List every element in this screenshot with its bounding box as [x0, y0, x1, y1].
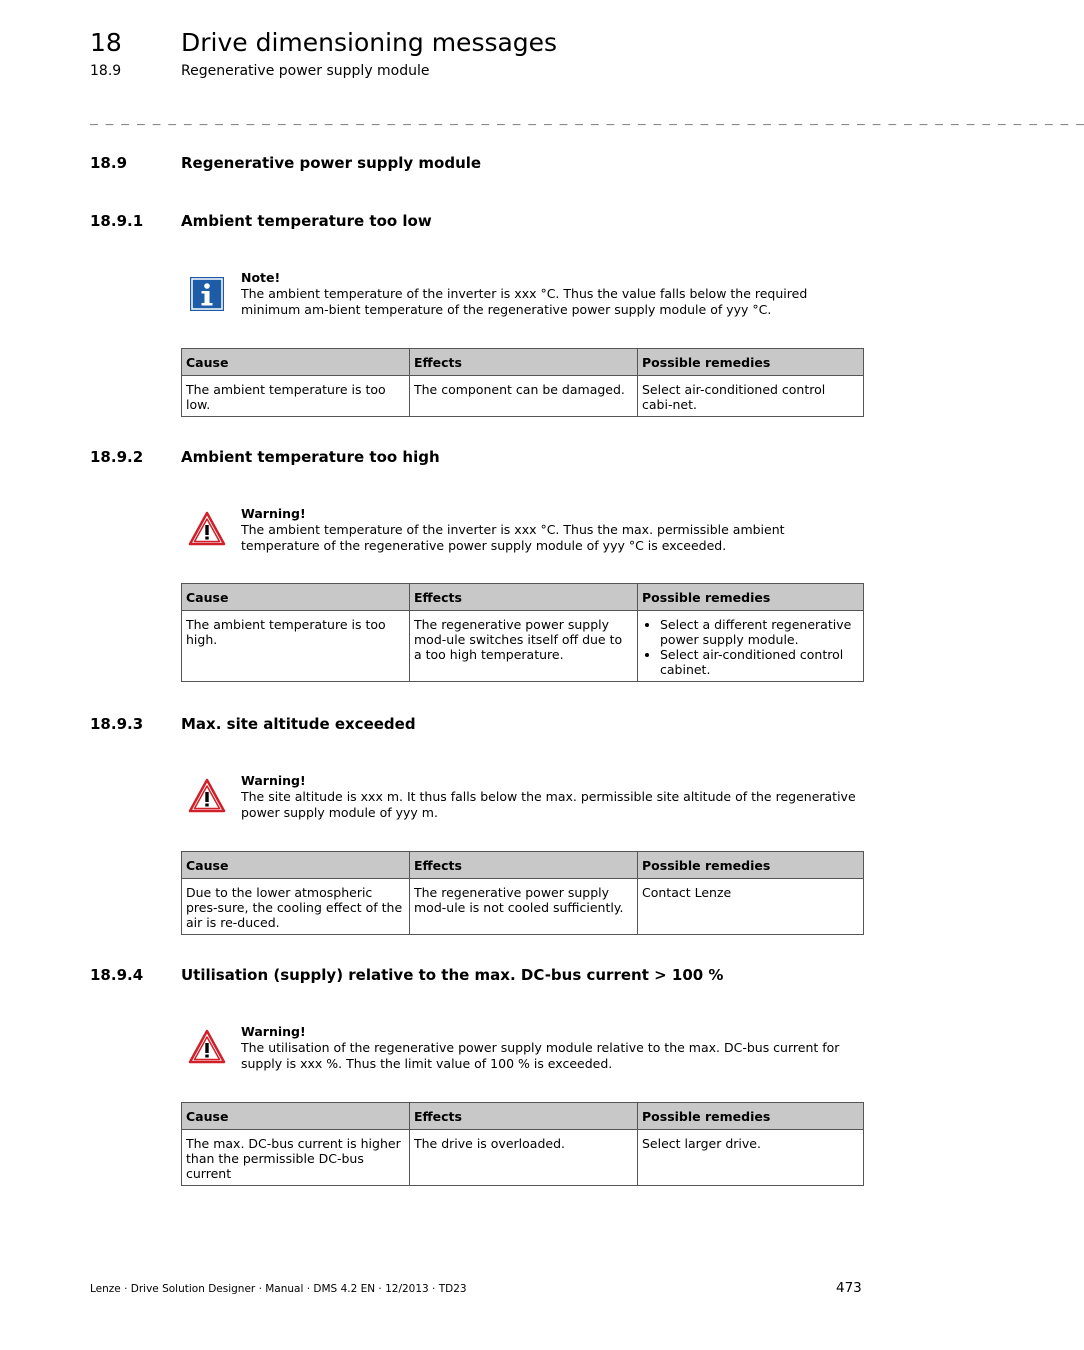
- warning-icon: [189, 511, 225, 547]
- header-remedies: Possible remedies: [638, 584, 864, 611]
- header-cause: Cause: [182, 584, 410, 611]
- warning-label: Warning!: [241, 506, 306, 521]
- list-item: • Select a different regenerative power supply module.: [660, 617, 859, 647]
- table-row: [182, 879, 864, 935]
- note-label: Note!: [241, 270, 281, 285]
- warning-content: [241, 506, 861, 554]
- cause-effects-table: [181, 348, 864, 417]
- remedies-list: [642, 617, 859, 677]
- cell-cause: The ambient temperature is too high.: [182, 611, 410, 682]
- header-effects: Effects: [410, 852, 638, 879]
- header-effects: Effects: [410, 349, 638, 376]
- header-effects: Effects: [410, 584, 638, 611]
- warning-label: Warning!: [241, 1024, 306, 1039]
- main-heading-title: Regenerative power supply module: [181, 154, 482, 172]
- cell-effects: The component can be damaged.: [410, 376, 638, 417]
- section-title: Ambient temperature too low: [181, 212, 432, 230]
- cell-effects: The regenerative power supply mod-ule is not cooled sufficiently.: [410, 879, 638, 935]
- note-content: [241, 270, 861, 318]
- warning-icon: [189, 778, 225, 814]
- warning-label: Warning!: [241, 773, 306, 788]
- header-remedies: Possible remedies: [638, 1103, 864, 1130]
- table-row: [182, 376, 864, 417]
- section-number: 18.9.4: [90, 966, 144, 984]
- chapter-title: Drive dimensioning messages: [181, 28, 558, 57]
- section-title: Ambient temperature too high: [181, 448, 440, 466]
- footer-text: Lenze · Drive Solution Designer · Manual · DMS 4.2 EN · 12/2013 · TD23: [90, 1283, 467, 1295]
- header-remedies: Possible remedies: [638, 852, 864, 879]
- warning-text: The utilisation of the regenerative power supply module relative to the max. DC-bus current for supply is xxx %. Thus the limit value of 100 % is exceeded.: [241, 1040, 840, 1071]
- header-cause: Cause: [182, 852, 410, 879]
- header-section-number: 18.9: [90, 63, 122, 79]
- table-row: [182, 1130, 864, 1186]
- table-row: [182, 611, 864, 682]
- section-title: Max. site altitude exceeded: [181, 715, 416, 733]
- header-cause: Cause: [182, 349, 410, 376]
- header-effects: Effects: [410, 1103, 638, 1130]
- warning-icon: [189, 1029, 225, 1065]
- warning-text: The ambient temperature of the inverter is xxx °C. Thus the max. permissible ambient temperature of the regenerative power supply module of yyy °C is exceeded.: [241, 522, 785, 553]
- cause-effects-table: [181, 1102, 864, 1186]
- cell-cause: The max. DC-bus current is higher than the permissible DC-bus current: [182, 1130, 410, 1186]
- cell-remedies: [638, 611, 864, 682]
- header-remedies: Possible remedies: [638, 349, 864, 376]
- cell-cause: The ambient temperature is too low.: [182, 376, 410, 417]
- section-number: 18.9.2: [90, 448, 144, 466]
- cause-effects-table: [181, 851, 864, 935]
- info-icon: [189, 276, 225, 312]
- header-cause: Cause: [182, 1103, 410, 1130]
- section-number: 18.9.3: [90, 715, 144, 733]
- cell-remedies: Contact Lenze: [638, 879, 864, 935]
- header-section-title: Regenerative power supply module: [181, 63, 430, 79]
- warning-text: The site altitude is xxx m. It thus falls below the max. permissible site altitude of the regenerative power supply module of yyy m.: [241, 789, 856, 820]
- list-item: • Select air-conditioned control cabinet.: [660, 647, 859, 677]
- cell-remedies: Select larger drive.: [638, 1130, 864, 1186]
- warning-content: [241, 773, 861, 821]
- chapter-number: 18: [90, 28, 122, 57]
- cell-effects: The drive is overloaded.: [410, 1130, 638, 1186]
- section-number: 18.9.1: [90, 212, 144, 230]
- cell-cause: Due to the lower atmospheric pres-sure, the cooling effect of the air is re-duced.: [182, 879, 410, 935]
- warning-content: [241, 1024, 861, 1072]
- cause-effects-table: [181, 583, 864, 682]
- main-heading-number: 18.9: [90, 154, 128, 172]
- page-number: 473: [836, 1280, 862, 1296]
- header-separator: _ _ _ _ _ _ _ _ _ _ _ _ _ _ _ _ _ _ _ _ _ _ _ _ _ _ _ _ _ _ _ _ _ _ _ _ _ _ _ _ _ _ _ _ _ _ _ _ _ _ _ _ _ _ _ _ _ _ _ _ _ _ _ _: [90, 111, 1084, 126]
- cell-effects: The regenerative power supply mod-ule switches itself off due to a too high temperature.: [410, 611, 638, 682]
- section-title: Utilisation (supply) relative to the max. DC-bus current > 100 %: [181, 966, 724, 984]
- cell-remedies: Select air-conditioned control cabi-net.: [638, 376, 864, 417]
- note-text: The ambient temperature of the inverter is xxx °C. Thus the value falls below the required minimum am-bient temperature of the regenerative power supply module of yyy °C.: [241, 286, 808, 317]
